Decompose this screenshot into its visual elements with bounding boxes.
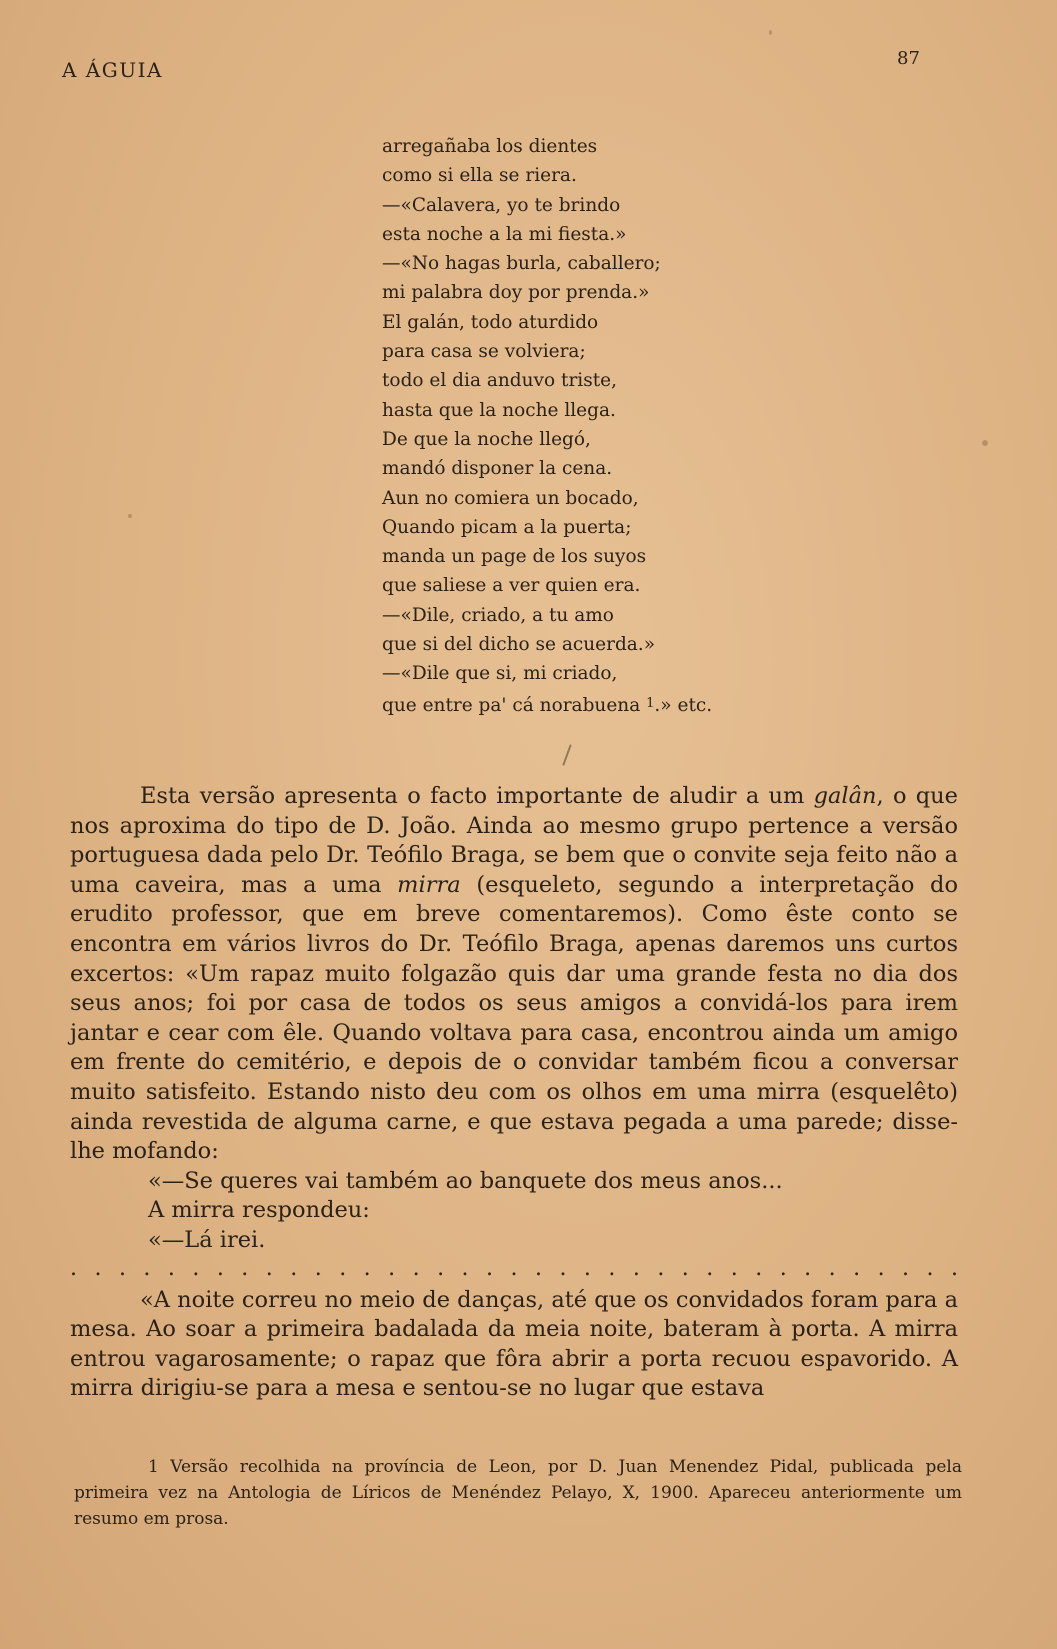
quote-line: A mirra respondeu: xyxy=(148,1197,370,1224)
ellipsis-dots: . . . . . . . . . . . . . . . . . . . . . . . . . . . . . . . . . . . . . xyxy=(70,1255,958,1281)
page-number: 87 xyxy=(897,48,920,69)
verse-block xyxy=(382,132,802,720)
verse-line: —«Dile, criado, a tu amo xyxy=(382,604,614,626)
verse-line: —«Dile que si, mi criado, xyxy=(382,663,618,685)
verse-line: que saliese a ver quien era. xyxy=(382,575,641,597)
italic-term: galân xyxy=(813,783,877,809)
italic-term: mirra xyxy=(397,871,461,898)
paragraph xyxy=(70,782,958,1167)
quote-line: «—Se queres vai também ao banquete dos meus anos... xyxy=(148,1167,783,1194)
verse-line: todo el dia anduvo triste, xyxy=(382,370,617,392)
verse-line: mandó disponer la cena. xyxy=(382,458,613,480)
verse-line: El galán, todo aturdido xyxy=(382,311,599,333)
paragraph-text: (esqueleto, segundo a interpretação do erudito professor, que em breve comentaremos). Como êste conto se encontra em vários livros do Dr. Teófilo Braga, apenas daremos uns curtos excertos: «Um rapaz muito folgazão quis dar uma grande festa no dia dos seus anos; foi por casa de todos os seus amigos a convidá-los para irem jantar e cear com êle. Quando voltava para casa, encontrou ainda um amigo em frente do cemitério, e depois de o convidar também ficou a conversar muito satisfeito. Estando nisto deu com os olhos em uma mirra (esquelêto) ainda revestida de alguma carne, e que estava pegada a uma parede; disse-lhe mofando: xyxy=(70,871,959,1165)
verse-last-line-tail: .» etc. xyxy=(654,694,713,716)
paragraph: «A noite correu no meio de danças, até que os convidados foram para a mesa. Ao soar a primeira badalada da meia noite, bateram à porta. A mirra entrou vagarosamente; o rapaz que fôra abrir a porta recuou espavorido. A mirra dirigiu-se para a mesa e sentou-se no lugar que estava xyxy=(70,1286,958,1402)
footnote-reference: 1 xyxy=(646,695,655,711)
verse-line: Quando picam a la puerta; xyxy=(382,516,632,538)
body-text xyxy=(70,782,958,1404)
verse-line: mi palabra doy por prenda.» xyxy=(382,282,650,304)
verse-line: —«Calavera, yo te brindo xyxy=(382,194,621,216)
verse-line: esta noche a la mi fiesta.» xyxy=(382,223,627,245)
paper-speck xyxy=(769,30,772,35)
running-header: A ÁGUIA xyxy=(62,58,163,82)
verse-line: para casa se volviera; xyxy=(382,341,586,363)
verse-line: —«No hagas burla, caballero; xyxy=(382,253,661,275)
paper-speck xyxy=(982,440,988,446)
verse-last-line-text: que entre pa' cá norabuena xyxy=(382,694,641,716)
verse-line: hasta que la noche llega. xyxy=(382,399,616,421)
verse-line: Aun no comiera un bocado, xyxy=(382,487,639,509)
footnote-text: 1 Versão recolhida na província de Leon, por D. Juan Menendez Pidal, publicada pela primeira vez na Antologia de Líricos de Menéndez Pelayo, X, 1900. Apareceu anteriormente um resumo em prosa. xyxy=(74,1457,962,1529)
paragraph-text: Esta versão apresenta o facto importante de aludir a um xyxy=(140,783,814,809)
verse-line: De que la noche llegó, xyxy=(382,428,591,450)
paper-speck xyxy=(128,514,132,518)
footnote xyxy=(74,1454,962,1532)
verse-line: arregañaba los dientes xyxy=(382,136,598,157)
verse-last-line xyxy=(382,689,802,720)
section-divider-mark xyxy=(562,744,571,765)
quote-line: «—Lá irei. xyxy=(148,1226,266,1253)
verse-line: que si del dicho se acuerda.» xyxy=(382,634,656,656)
paragraph-text: , o que nos aproxima do tipo de D. João. Ainda ao mesmo grupo pertence a versão portuguesa dada pelo Dr. Teófilo Braga, se bem que o convite seja feito não a uma caveira, mas a uma xyxy=(70,783,958,898)
verse-line: como si ella se riera. xyxy=(382,165,577,187)
verse-line: manda un page de los suyos xyxy=(382,546,647,568)
